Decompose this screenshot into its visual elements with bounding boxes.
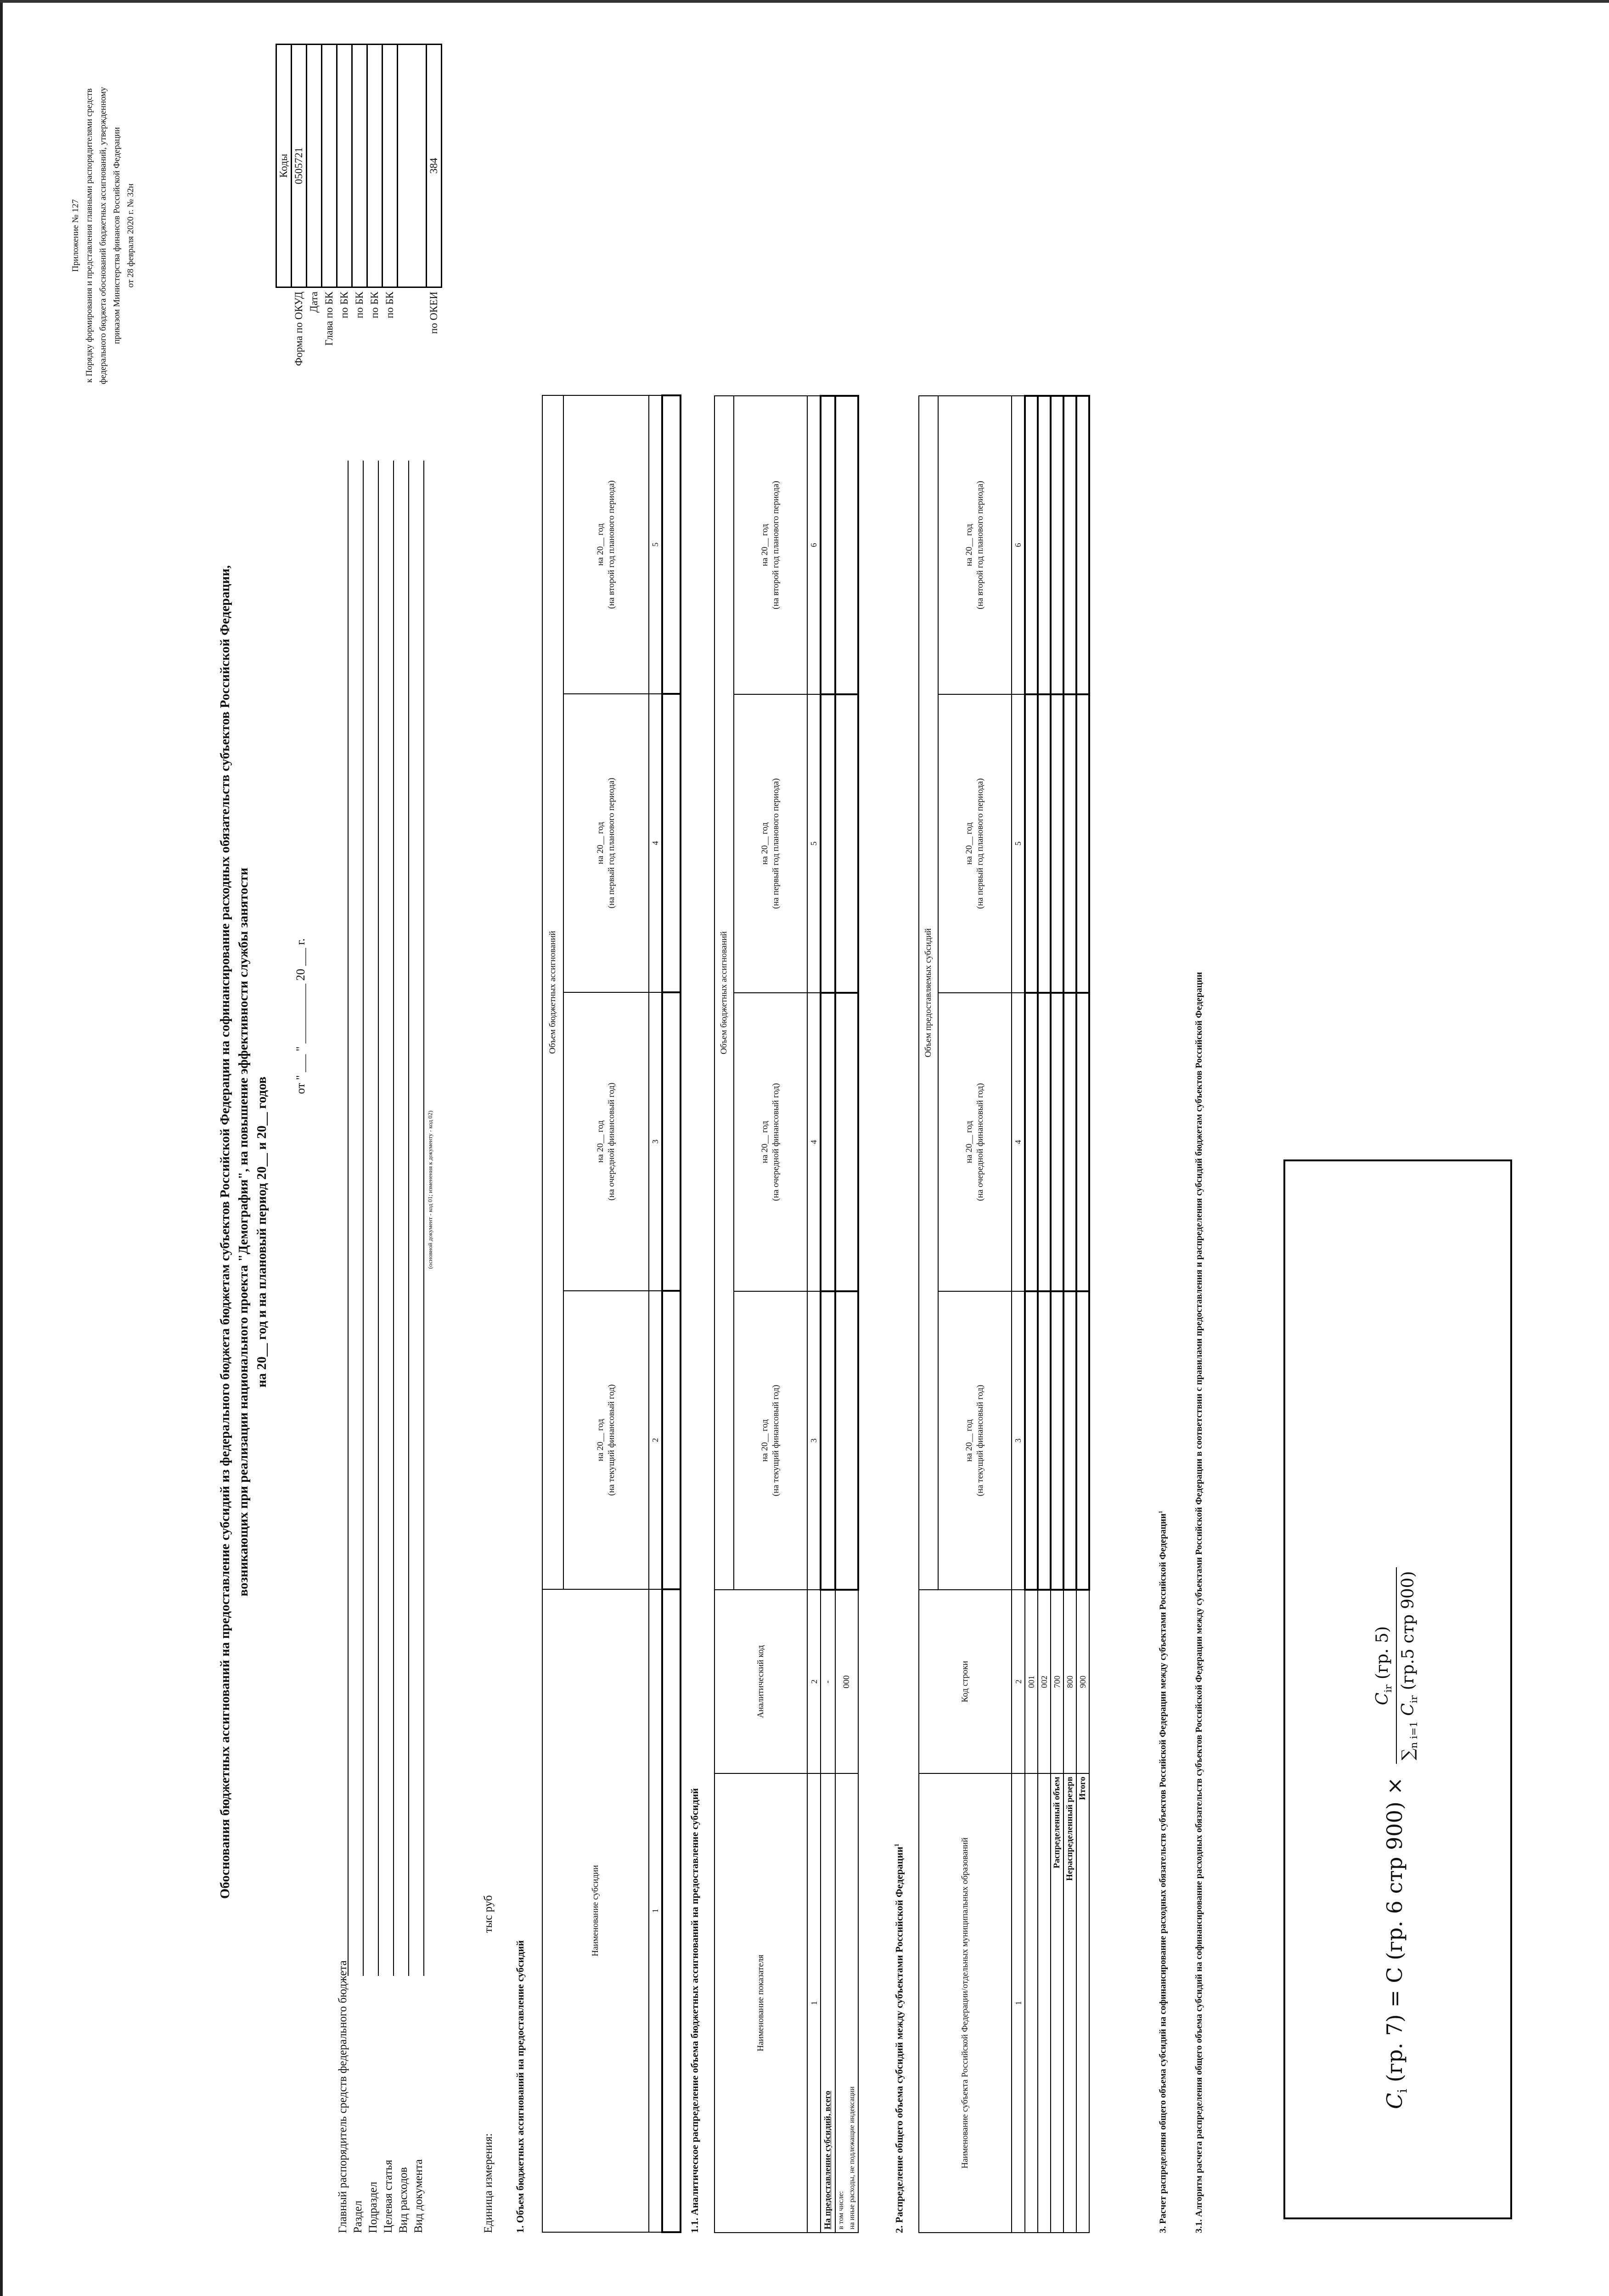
data-cell[interactable] [1076, 694, 1089, 993]
appendix-note [69, 11, 138, 461]
appendix-line: от 28 февраля 2020 г. № 32н [126, 183, 135, 288]
col-header-year [938, 1291, 1012, 1590]
section-3-1-title: 3.1. Алгоритм расчета распределения общего объема субсидий на софинансирование расходных обязательств субъектов Российской Федерации между субъектами Российской Федерации в соответствии с правилами предоставления и распределения субсидий бюджетам субъектов Российской Федерации [1194, 972, 1204, 2233]
col-header-year [938, 694, 1012, 993]
data-cell[interactable] [1025, 694, 1038, 993]
col-number: 3 [649, 992, 662, 1291]
col-header-year [734, 396, 807, 694]
year-label: на 20__ год [596, 1120, 605, 1163]
col-header-year [938, 993, 1012, 1291]
col-header-code: Аналитический код [714, 1590, 807, 1773]
code-value[interactable] [383, 45, 398, 287]
data-cell[interactable] [662, 1291, 681, 1589]
data-cell[interactable] [835, 694, 858, 993]
meta-label: Целевая статья [382, 2160, 394, 2233]
meta-row [411, 1111, 426, 2233]
formula-fraction [1373, 1567, 1420, 1764]
code-value[interactable] [322, 45, 337, 287]
formula-sum-limits: n i=1 [1408, 1721, 1420, 1749]
data-cell[interactable] [662, 395, 681, 694]
data-cell[interactable] [835, 1291, 858, 1590]
meta-row [350, 1111, 366, 2233]
col-number: 2 [807, 1590, 821, 1773]
region-cell[interactable] [1038, 1773, 1051, 2233]
code-label: по БК [338, 292, 350, 319]
section-2-title [893, 1844, 905, 2233]
col-number: 5 [807, 694, 821, 993]
unit-row [482, 1895, 495, 2233]
row-code: 002 [1038, 1590, 1051, 1773]
year-sub: (на очередной финансовый год) [975, 1083, 985, 1201]
meta-label: Главный распорядитель средств федерального бюджета [337, 1960, 349, 2233]
code-value[interactable] [307, 45, 322, 287]
col-header-year [938, 396, 1012, 694]
year-label: на 20__ год [596, 1418, 605, 1462]
document-title [216, 360, 271, 2105]
row-code: 900 [1076, 1590, 1089, 1773]
row-code: - [821, 1590, 835, 1773]
year-sub: (на первый год планового периода) [607, 777, 616, 909]
code-label: Дата [308, 292, 320, 313]
formula-denominator [1397, 1567, 1420, 1764]
data-cell[interactable] [662, 694, 681, 992]
code-value[interactable]: 384 [427, 45, 442, 287]
data-cell[interactable] [662, 1589, 681, 2232]
fill-line[interactable] [408, 461, 409, 1976]
row-code: 800 [1063, 1590, 1076, 1773]
formula-den-sub: ir [1408, 1695, 1420, 1704]
row-code: 001 [1025, 1590, 1038, 1773]
data-cell[interactable] [821, 1291, 835, 1590]
data-cell[interactable] [821, 993, 835, 1291]
year-sub: (на очередной финансовый год) [771, 1083, 781, 1201]
code-label: Форма по ОКУД [293, 292, 304, 366]
code-value[interactable] [367, 45, 383, 287]
col-number: 2 [649, 1291, 662, 1589]
col-header-year [563, 395, 649, 694]
year-sub: (на второй год планового периода) [975, 481, 985, 609]
meta-row [335, 1111, 350, 2233]
formula-lhs: C [1382, 2093, 1407, 2109]
data-cell[interactable] [1051, 1291, 1063, 1590]
section-2-title-text: 2. Распределение общего объема субсидий между субъектами Российской Федерации [893, 1846, 905, 2233]
row-label-distributed: Распределенный объем [1051, 1773, 1063, 2233]
col-number: 4 [649, 694, 662, 992]
col-number: 4 [807, 993, 821, 1291]
unit-value: тыс руб [482, 1895, 495, 1933]
date-line: от " ___ " __________ 20 ___ г. [294, 938, 307, 1094]
meta-label: Вид документа [412, 2159, 425, 2233]
footnote-mark: 1 [893, 1843, 900, 1847]
year-sub: (на первый год планового периода) [771, 778, 781, 909]
row-code: 000 [835, 1590, 858, 1773]
meta-row [396, 1111, 411, 2233]
codes-table [276, 44, 442, 447]
code-label: по БК [384, 292, 395, 319]
col-number: 1 [1012, 1773, 1025, 2233]
col-number: 5 [1012, 694, 1025, 993]
meta-row [366, 1111, 381, 2233]
data-cell[interactable] [1025, 396, 1038, 694]
formula-lhs-rest: (гр. 7) = C (гр. 6 стр 900) × [1382, 1777, 1407, 2082]
col-number: 4 [1012, 993, 1025, 1291]
data-cell[interactable] [1038, 993, 1051, 1291]
fill-line[interactable] [348, 461, 349, 1976]
section-1-title: 1. Объем бюджетных ассигнований на предоставление субсидий [514, 1940, 526, 2233]
scan-edge-right [0, 0, 1609, 3]
col-number: 3 [1012, 1291, 1025, 1590]
scan-edge-top [0, 0, 3, 2296]
col-header-code: Код строки [919, 1590, 1012, 1773]
formula [1373, 1567, 1420, 2109]
col-header-indicator: Наименование показателя [714, 1773, 807, 2233]
fill-line[interactable] [363, 461, 364, 1976]
data-cell[interactable] [821, 396, 835, 694]
fill-line[interactable] [393, 461, 394, 1976]
year-label: на 20__ год [964, 1419, 974, 1462]
col-header-year [734, 993, 807, 1291]
fill-line[interactable] [423, 461, 424, 1976]
unit-label: Единица измерения: [482, 2133, 495, 2233]
col-header-region: Наименование субъекта Российской Федерации/отдельных муниципальных образований [919, 1773, 1012, 2233]
appendix-line: Приложение № 127 [71, 199, 80, 272]
row-label-other [835, 1773, 858, 2233]
data-cell[interactable] [1025, 993, 1038, 1291]
appendix-line: приказом Министерства финансов Российской Федерации [112, 127, 122, 344]
data-cell[interactable] [1051, 993, 1063, 1291]
group-header: Объем предоставляемых субсидий [919, 396, 938, 1590]
meta-block [335, 1111, 434, 2233]
year-sub: (на текущий финансовый год) [607, 1384, 616, 1496]
row-sublabel: на иные расходы, не подлежащие индексации [848, 2086, 856, 2229]
data-cell[interactable] [1025, 1291, 1038, 1590]
year-label: на 20__ год [596, 822, 605, 865]
appendix-line: федерального бюджета обоснований бюджетных ассигнований, утвержденному [98, 87, 108, 384]
formula-num-var: C [1373, 1692, 1392, 1705]
meta-label: Вид расходов [397, 2167, 410, 2233]
code-label: по БК [369, 292, 380, 319]
formula-numerator [1373, 1567, 1397, 1764]
formula-num-tail: (гр. 5) [1373, 1626, 1392, 1680]
year-label: на 20__ год [760, 1120, 770, 1164]
appendix-line: к Порядку формирования и представления главными распорядителями средств [84, 88, 94, 383]
year-label: на 20__ год [964, 822, 974, 865]
data-cell[interactable] [1038, 396, 1051, 694]
row-label-total: Итого [1076, 1773, 1089, 2233]
group-header: Объем бюджетных ассигнований [542, 395, 563, 1589]
col-header-year [734, 694, 807, 993]
formula-num-sub: ir [1383, 1684, 1395, 1693]
title-line: возникающих при реализации национального проекта "Демография", на повышение эффективности службы занятости [236, 867, 251, 1597]
row-label-total: На предоставление субсидий, всего [821, 1773, 835, 2233]
region-cell[interactable] [1025, 1773, 1038, 2233]
data-cell[interactable] [1063, 396, 1076, 694]
col-number: 1 [649, 1589, 662, 2232]
fill-line[interactable] [378, 461, 379, 1976]
col-header-year [563, 1291, 649, 1589]
data-cell[interactable] [662, 992, 681, 1291]
year-label: на 20__ год [760, 523, 770, 567]
year-sub: (на текущий финансовый год) [975, 1384, 985, 1497]
year-sub: (на первый год планового периода) [975, 778, 985, 909]
col-number: 5 [649, 395, 662, 694]
data-cell[interactable] [1063, 993, 1076, 1291]
year-label: на 20__ год [964, 523, 974, 567]
meta-row [381, 1111, 396, 2233]
col-number: 6 [807, 396, 821, 694]
section-3-title-text: 3. Расчет распределения общего объема субсидий на софинансирование расходных обязательств субъектов Российской Федерации между субъектами Российской Федерации [1158, 1513, 1168, 2233]
code-value[interactable] [352, 45, 367, 287]
col-number: 6 [1012, 396, 1025, 694]
code-value[interactable] [337, 45, 352, 287]
footnote-mark: 1 [1157, 1510, 1164, 1514]
section-1-1-table [714, 395, 859, 2233]
section-1-table [542, 394, 681, 2233]
col-number: 2 [1012, 1590, 1025, 1773]
group-header: Объем бюджетных ассигнований [714, 396, 734, 1590]
doc-type-note: (основной документ - код 01; изменения к документу - код 02) [427, 1110, 433, 1269]
formula-den-var: C [1399, 1703, 1418, 1716]
code-label: по БК [354, 292, 365, 319]
col-header-subsidy: Наименование субсидии [542, 1589, 649, 2232]
data-cell[interactable] [1076, 1291, 1089, 1590]
year-label: на 20__ год [596, 523, 605, 566]
data-cell[interactable] [1076, 396, 1089, 694]
data-cell[interactable] [1038, 1291, 1051, 1590]
code-value[interactable]: 0505721 [292, 45, 307, 287]
formula-den-rest: (гр.5 стр 900) [1399, 1571, 1418, 1690]
code-label: по ОКЕИ [428, 292, 439, 334]
year-label: на 20__ год [760, 822, 770, 865]
year-sub: (на второй год планового периода) [771, 481, 781, 609]
row-sublabel: в том числе: [837, 2191, 845, 2229]
meta-label: Подраздел [367, 2182, 379, 2233]
row-code: 700 [1051, 1590, 1063, 1773]
section-1-1-title: 1.1. Аналитическое распределение объема бюджетных ассигнований на предоставление субсидий [689, 1788, 700, 2233]
col-header-year [734, 1291, 807, 1590]
data-cell[interactable] [1076, 993, 1089, 1291]
data-cell[interactable] [1038, 694, 1051, 993]
codes-header: Коды [276, 45, 292, 287]
title-line: на 20__ год и на плановый период 20__ и 20__ годов [254, 1076, 269, 1388]
col-number: 1 [807, 1773, 821, 2233]
section-3-title [1157, 1511, 1169, 2233]
code-value[interactable] [398, 45, 427, 287]
year-sub: (на текущий финансовый год) [771, 1384, 781, 1497]
data-cell[interactable] [821, 694, 835, 993]
data-cell[interactable] [1063, 1291, 1076, 1590]
data-cell[interactable] [835, 993, 858, 1291]
row-label-reserve: Нераспределенный резерв [1063, 1773, 1076, 2233]
data-cell[interactable] [1063, 694, 1076, 993]
data-cell[interactable] [1051, 396, 1063, 694]
year-sub: (на второй год планового периода) [607, 480, 616, 609]
formula-lhs-sub: i [1395, 2088, 1410, 2093]
code-label [398, 287, 427, 447]
code-label: Глава по БК [323, 292, 335, 346]
meta-label: Раздел [352, 2200, 364, 2233]
year-label: на 20__ год [760, 1419, 770, 1462]
col-header-year [563, 992, 649, 1291]
year-label: на 20__ год [964, 1120, 974, 1164]
col-number: 3 [807, 1291, 821, 1590]
col-header-year [563, 694, 649, 992]
year-sub: (на очередной финансовый год) [607, 1082, 616, 1201]
data-cell[interactable] [1051, 694, 1063, 993]
section-2-table [918, 395, 1090, 2233]
title-line: Обоснования бюджетных ассигнований на предоставление субсидий из федерального бюджета бюджетам субъектов Российской Федерации на софинансирование расходных обязательств субъектов Российской Федерации, [218, 565, 232, 1899]
formula-sum-sign: ∑ [1399, 1748, 1418, 1761]
data-cell[interactable] [835, 396, 858, 694]
